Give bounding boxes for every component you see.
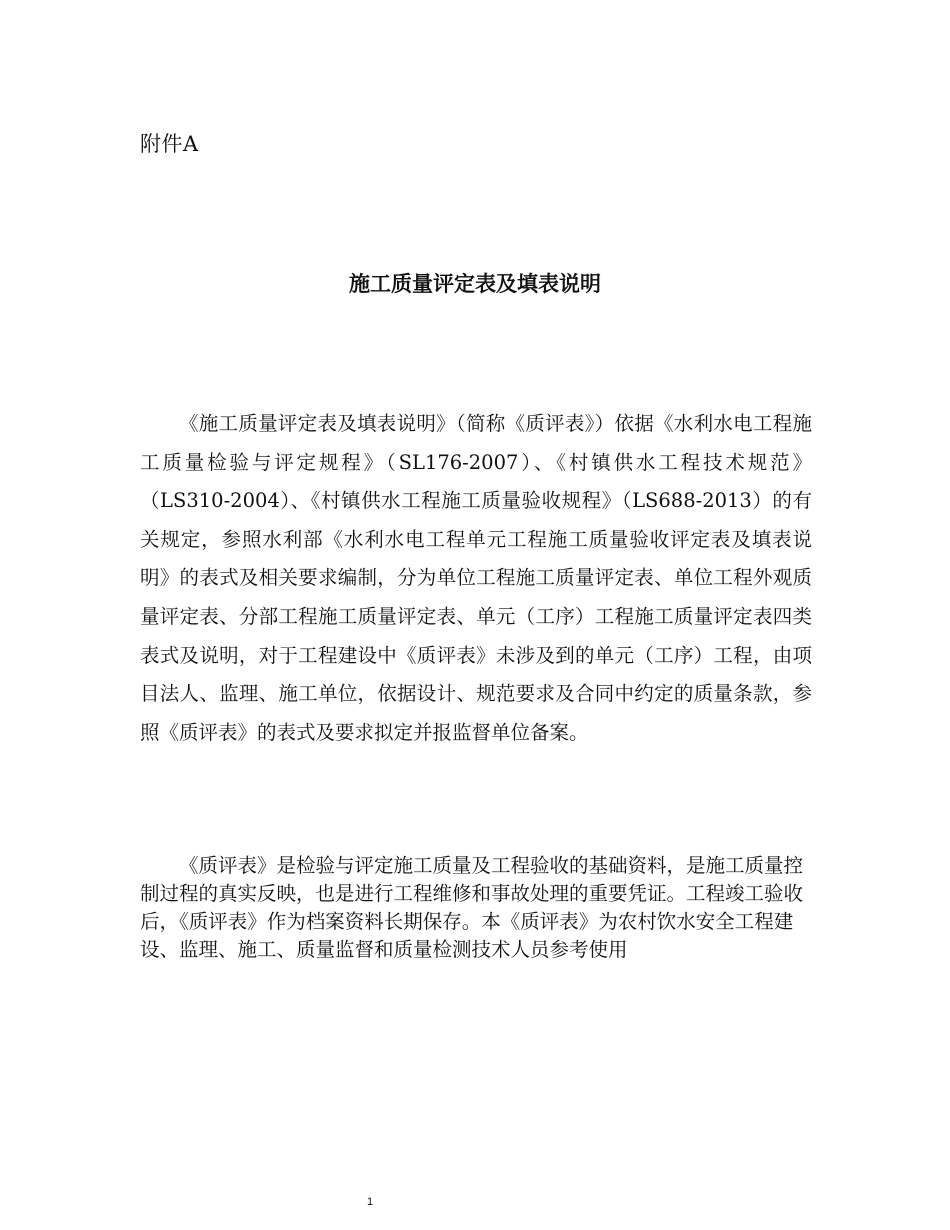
body-paragraph-2: 《质评表》是检验与评定施工质量及工程验收的基础资料，是施工质量控制过程的真实反映，也是进行工程维修和事故处理的重要凭证。工程竣工验收后，《质评表》作为档案资料长期保存。本《质评表》为农村饮水安全工程建设、监理、施工、质量监督和质量检测技术人员参考使用 (140, 854, 804, 961)
page-number: 1 (366, 1196, 374, 1208)
body-paragraph-1: 《施工质量评定表及填表说明》（简称《质评表》）依据《水利水电工程施工质量检验与评定规程》（SL176-2007）、《村镇供水工程技术规范》（LS310-2004）、《村镇供水工程施工质量验收规程》（LS688-2013）的有关规定，参照水利部《水利水电工程单元工程施工质量验收评定表及填表说明》的表式及相关要求编制，分为单位工程施工质量评定表、单位工程外观质量评定表、分部工程施工质量评定表、单元（工序）工程施工质量评定表四类表式及说明，对于工程建设中《质评表》未涉及到的单元（工序）工程，由项目法人、监理、施工单位，依据设计、规范要求及合同中约定的质量条款，参照《质评表》的表式及要求拟定并报监督单位备案。 (140, 412, 812, 744)
attachment-label: 附件A (140, 132, 199, 156)
document-title: 施工质量评定表及填表说明 (349, 272, 601, 296)
